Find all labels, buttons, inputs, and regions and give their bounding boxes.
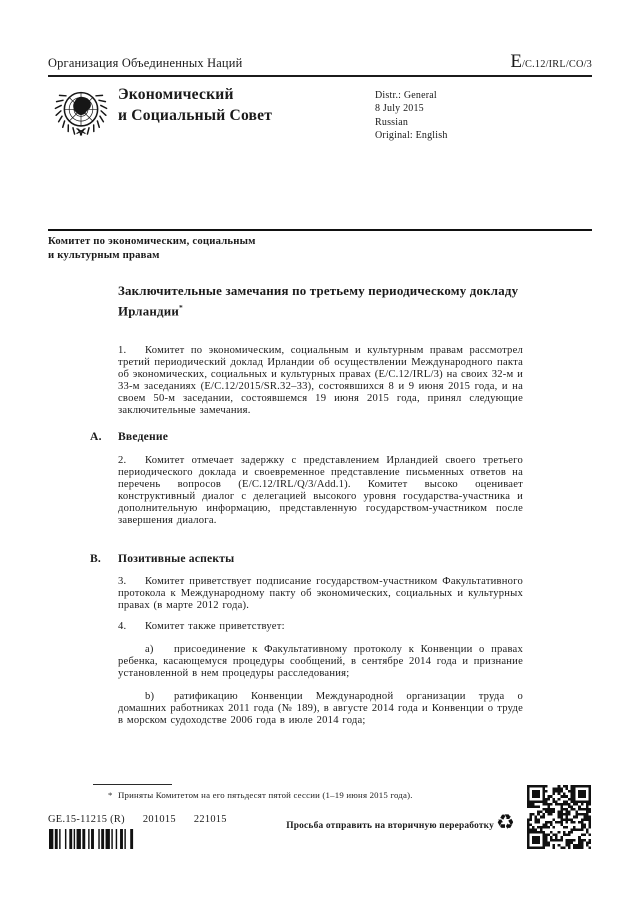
committee-line1: Комитет по экономическим, социальным bbox=[48, 235, 256, 247]
header-rule bbox=[48, 75, 592, 77]
council-name bbox=[118, 84, 272, 126]
footnote bbox=[108, 790, 508, 800]
title-footnote-marker: * bbox=[178, 302, 183, 312]
paragraph-text: Комитет отмечает задержку с представлением Ирландией своего третьего периодического доклада и своевременное представление письменных ответов на перечень вопросов (E/C.12/IRL/Q/3/Add.1). Комитет высоко оценивает конструктивный диалог с делегацией высокого уровня государства-участника и дополнительную информацию, представленную государством-участником после завершения диалога. bbox=[118, 455, 523, 526]
document-title: Заключительные замечания по третьему периодическому докладу Ирландии* bbox=[118, 284, 519, 318]
item-text: присоединение к Факультативному протоколу к Конвенции о правах ребенка, касающемуся процедуры сообщений, в сентябре 2014 года и признание установленной в нем процедуры расследования; bbox=[118, 644, 523, 679]
paragraph-number: 1. bbox=[118, 345, 127, 356]
item-label: a) bbox=[145, 644, 154, 655]
recycle-icon: ♻ bbox=[496, 810, 515, 834]
job-number-line bbox=[48, 814, 227, 825]
council-name-line2: и Социальный Совет bbox=[118, 107, 273, 124]
section-title: Позитивные аспекты bbox=[118, 552, 235, 565]
barcode bbox=[49, 829, 164, 849]
org-name: Организация Объединенных Наций bbox=[48, 56, 243, 70]
paragraph-3 bbox=[118, 576, 523, 612]
recycle-notice: Просьба отправить на вторичную переработку bbox=[286, 821, 494, 831]
footnote-rule bbox=[93, 784, 172, 785]
paragraph-1 bbox=[118, 345, 523, 416]
paragraph-text: Комитет по экономическим, социальным и культурным правам рассмотрел третий периодический доклад Ирландии об осуществлении Международного пакта об экономических, социальных и культурных правах (E/C.12/IRL/3) на своих 32-м и 33-м заседаниях (E/C.12/2015/SR.32–33), состоявшихся 8 и 9 июня 2015 года, и на своем 50-м заседании, состоявшемся 19 июня 2015 года, принял следующие заключительные замечания. bbox=[118, 345, 523, 416]
doc-symbol-number: /C.12/IRL/CO/3 bbox=[521, 59, 592, 70]
paragraph-text: Комитет также приветствует: bbox=[145, 621, 285, 632]
footer-code-1: 201015 bbox=[142, 814, 176, 825]
doc-symbol-letter: E bbox=[510, 51, 522, 72]
item-label: b) bbox=[145, 691, 155, 702]
job-number: GE.15-11215 (R) bbox=[48, 814, 125, 825]
paragraph-2 bbox=[118, 455, 523, 526]
paragraph-4 bbox=[118, 621, 523, 633]
section-heading-a bbox=[90, 430, 530, 443]
distr-date: 8 July 2015 bbox=[375, 103, 424, 115]
footnote-text: Приняты Комитетом на его пятьдесят пятой сессии (1–19 июня 2015 года). bbox=[118, 790, 413, 800]
list-item-a bbox=[118, 644, 523, 680]
un-emblem-icon bbox=[49, 83, 113, 142]
footnote-marker: * bbox=[108, 790, 113, 800]
council-name-line1: Экономический bbox=[118, 86, 234, 103]
paragraph-number: 4. bbox=[118, 621, 127, 632]
item-text: ратификацию Конвенции Международной организации труда о домашних работниках 2011 года (№ 189), в августе 2014 года и Конвенции о труде в морском судоходстве 2006 года в июле 2014 года; bbox=[118, 691, 523, 726]
distr-language: Russian bbox=[375, 116, 409, 128]
section-letter: B. bbox=[90, 552, 102, 565]
footer-code-2: 221015 bbox=[193, 814, 227, 825]
paragraph-number: 2. bbox=[118, 455, 127, 466]
distr-original: Original: English bbox=[375, 130, 448, 142]
paragraph-text: Комитет приветствует подписание государством-участником Факультативного протокола к Международному пакту об экономических, социальных и культурных правах (в марте 2012 года). bbox=[118, 576, 523, 611]
section-title: Введение bbox=[118, 430, 169, 443]
doc-symbol bbox=[510, 51, 592, 73]
committee-line2: и культурным правам bbox=[48, 248, 160, 261]
section-heading-b bbox=[90, 552, 530, 565]
distr-type: Distr.: General bbox=[375, 90, 437, 101]
list-item-b bbox=[118, 691, 523, 727]
paragraph-number: 3. bbox=[118, 576, 127, 587]
section-rule bbox=[48, 229, 592, 231]
qr-code bbox=[527, 785, 591, 849]
section-letter: A. bbox=[90, 430, 102, 443]
committee-name bbox=[48, 235, 256, 262]
distribution-block bbox=[375, 89, 448, 143]
